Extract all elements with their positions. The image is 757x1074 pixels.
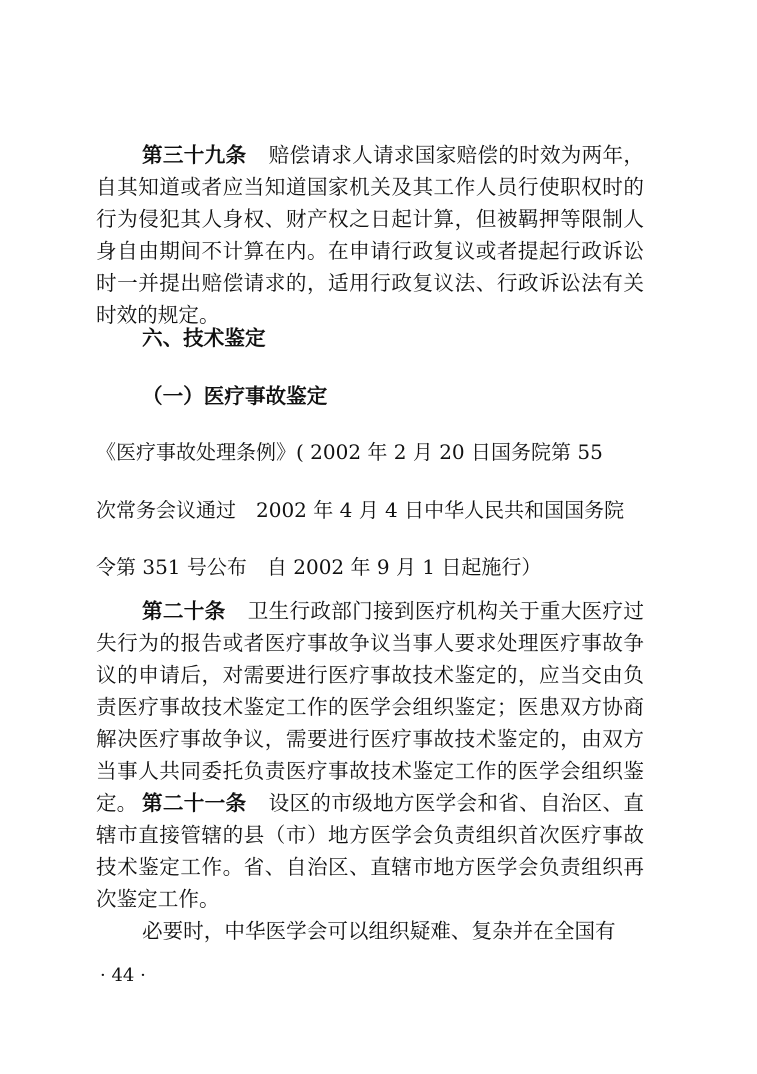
section-heading: 六、技术鉴定 — [142, 326, 266, 350]
source-line-1: 《医疗事故处理条例》( 2002 年 2 月 20 日国务院第 55 — [96, 440, 603, 464]
sub-heading: （一）医疗事故鉴定 — [142, 384, 328, 408]
page-number: · 44 · — [100, 965, 146, 986]
article-20-paragraph — [96, 595, 644, 819]
paragraph-continued: 必要时，中华医学会可以组织疑难、复杂并在全国有 — [142, 919, 616, 943]
article-20-label: 第二十条 — [142, 599, 226, 623]
article-39-text: 赔偿请求人请求国家赔偿的时效为两年，自其知道或者应当知道国家机关及其工作人员行使职权时的行为侵犯其人身权、财产权之日起计算，但被羁押等限制人身自由期间不计算在内。在申请行政复议或者提起行政诉讼时一并提出赔偿请求的，适用行政复议法、行政诉讼法有关时效的规定。 — [96, 143, 645, 327]
article-39-paragraph — [96, 139, 644, 331]
article-20-text: 卫生行政部门接到医疗机构关于重大医疗过失行为的报告或者医疗事故争议当事人要求处理医疗事故争议的申请后，对需要进行医疗事故技术鉴定的，应当交由负责医疗事故技术鉴定工作的医学会组织鉴定；医患双方协商解决医疗事故争议，需要进行医疗事故技术鉴定的，由双方当事人共同委托负责医疗事故技术鉴定工作的医学会组织鉴定。 — [96, 599, 645, 815]
article-39-label: 第三十九条 — [142, 143, 247, 167]
source-line-3: 令第 351 号公布 自 2002 年 9 月 1 日起施行） — [96, 555, 542, 579]
source-line-2: 次常务会议通过 2002 年 4 月 4 日中华人民共和国国务院 — [96, 498, 625, 522]
article-21-text: 设区的市级地方医学会和省、自治区、直辖市直接管辖的县（市）地方医学会负责组织首次医疗事故技术鉴定工作。省、自治区、直辖市地方医学会负责组织再次鉴定工作。 — [96, 791, 645, 911]
article-21-paragraph — [96, 787, 644, 915]
article-21-label: 第二十一条 — [142, 791, 247, 815]
